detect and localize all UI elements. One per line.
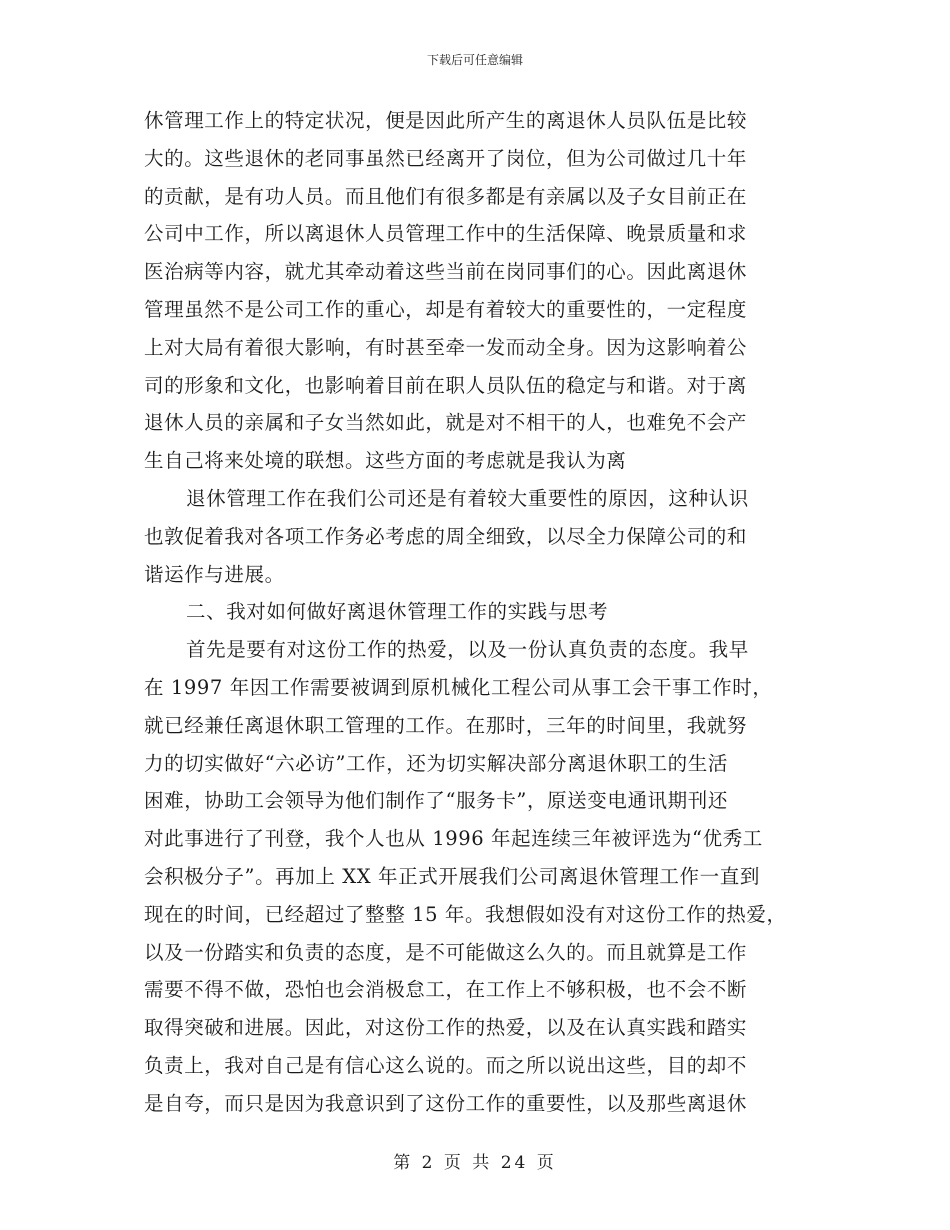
text-line: 休管理工作上的特定状况，便是因此所产生的离退休人员队伍是比较	[144, 109, 748, 132]
text-line: 就已经兼任离退休职工管理的工作。在那时，三年的时间里，我就努	[144, 713, 748, 737]
paragraph-first-line: 首先是要有对这份工作的热爱，以及一份认真负责的态度。我早	[186, 638, 749, 662]
text-line: 生自己将来处境的联想。这些方面的考虑就是我认为离	[144, 449, 627, 473]
text-line: 司的形象和文化，也影响着目前在职人员队伍的稳定与和谐。对于离	[144, 373, 748, 397]
text-line: 大的。这些退休的老同事虽然已经离开了岗位，但为公司做过几十年	[144, 146, 748, 170]
text-line: 管理虽然不是公司工作的重心，却是有着较大的重要性的，一定程度	[144, 297, 748, 321]
text-line: 负责上，我对自己是有信心这么说的。而之所以说出这些，目的却不	[144, 1053, 748, 1077]
page-number: 第 2 页 共 24 页	[393, 1153, 557, 1173]
document-body	[144, 102, 809, 1123]
text-line: 公司中工作，所以离退休人员管理工作中的生活保障、晚景质量和求	[144, 222, 748, 246]
text-line: 力的切实做好“六必访”工作，还为切实解决部分离退休职工的生活	[144, 751, 728, 775]
section-heading: 二、我对如何做好离退休管理工作的实践与思考	[186, 600, 609, 624]
text-line: 对此事进行了刊登，我个人也从 1996 年起连续三年被评选为“优秀工	[144, 827, 763, 851]
page-footer	[0, 1152, 950, 1174]
text-line: 现在的时间，已经超过了整整 15 年。我想假如没有对这份工作的热爱，	[144, 902, 787, 926]
text-line: 退休人员的亲属和子女当然如此，就是对不相干的人，也难免不会产	[144, 411, 748, 435]
text-line: 医治病等内容，就尤其牵动着这些当前在岗同事们的心。因此离退休	[144, 260, 748, 284]
text-line: 取得突破和进展。因此，对这份工作的热爱，以及在认真实践和踏实	[144, 1016, 748, 1040]
header-note: 下载后可任意编辑	[426, 53, 523, 67]
text-line: 的贡献，是有功人员。而且他们有很多都是有亲属以及子女目前正在	[144, 184, 748, 208]
text-line: 是自夸，而只是因为我意识到了这份工作的重要性，以及那些离退休	[144, 1091, 748, 1115]
text-line: 会积极分子”。再加上 XX 年正式开展我们公司离退休管理工作一直到	[144, 864, 760, 888]
text-line: 谐运作与进展。	[144, 562, 285, 586]
text-line: 上对大局有着很大影响，有时甚至牵一发而动全身。因为这影响着公	[144, 335, 748, 359]
text-line: 也敦促着我对各项工作务必考虑的周全细致，以尽全力保障公司的和	[144, 524, 748, 548]
text-line: 在 1997 年因工作需要被调到原机械化工程公司从事工会干事工作时，	[144, 675, 773, 699]
paragraph-first-line: 退休管理工作在我们公司还是有着较大重要性的原因，这种认识	[186, 486, 749, 510]
text-line: 需要不得不做，恐怕也会消极怠工，在工作上不够积极，也不会不断	[144, 978, 748, 1002]
page-header	[0, 52, 950, 68]
text-line: 困难，协助工会领导为他们制作了“服务卡”，原送变电通讯期刊还	[144, 789, 728, 813]
text-line: 以及一份踏实和负责的态度，是不可能做这么久的。而且就算是工作	[144, 940, 748, 964]
